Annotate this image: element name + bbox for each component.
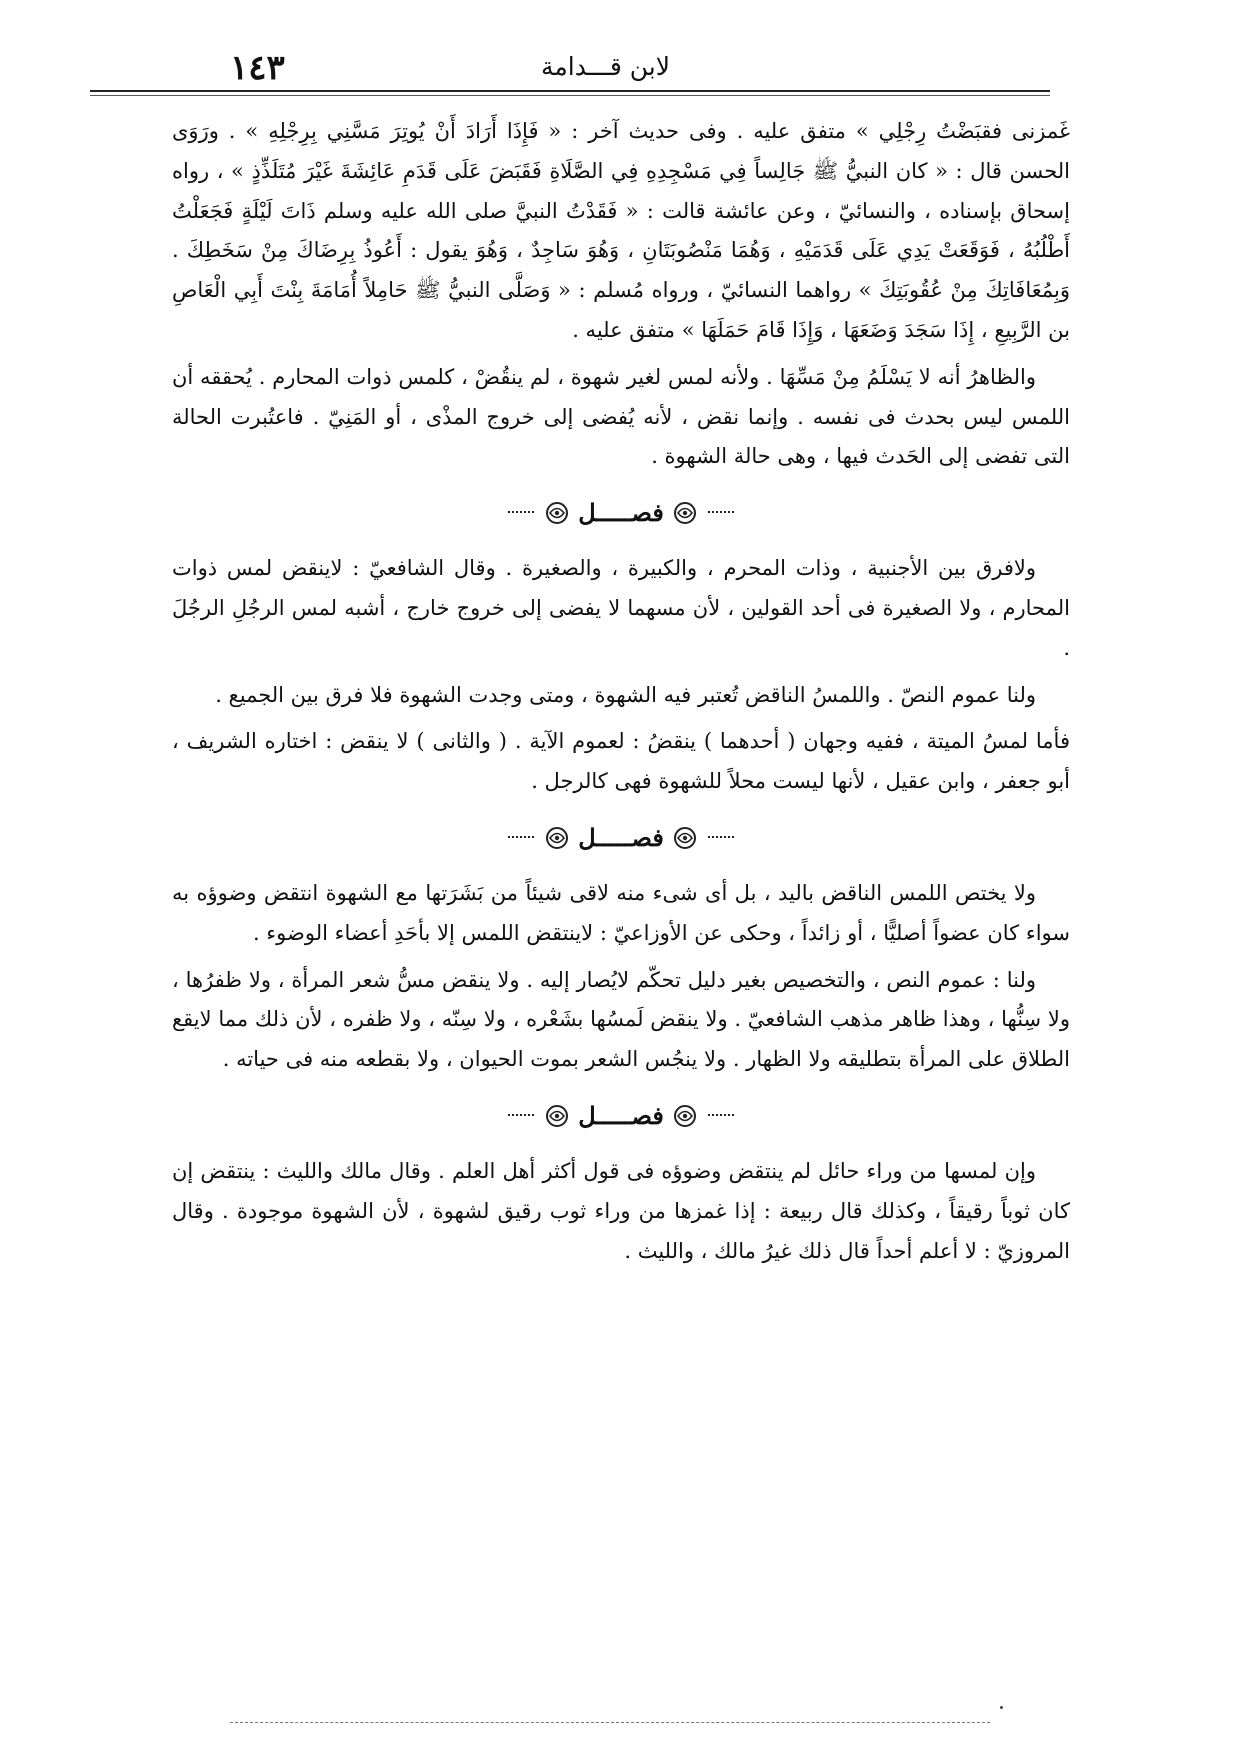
paragraph-5: فأما لمسُ الميتة ، ففيه وجهان ( أحدهما ) ينقضُ : لعموم الآية . ( والثانى ) لا ينقض : اختاره الشريف ، أبو جعفر ، وابن عقيل ، لأنها ليست محلاً للشهوة فهى كالرجل . [172,729,1070,794]
paragraph-1: غَمزنى فقبَضْتُ رِجْلِي » متفق عليه . وفى حديث آخر : « فَإِذَا أَرَادَ أَنْ يُوتِرَ مَسَّنِي بِرِجْلِهِ » . ورَوَى الحسن قال : « كان النبيُّ ﷺ جَالِساً فِي مَسْجِدِهِ فِي الصَّلَاةِ فَقَبَضَ عَلَى قَدَمِ عَائِشَةَ غَيْرَ مُتَلَذِّذٍ » ، رواه إسحاق بإسناده ، والنسائيّ ، وعن عائشة قالت : « فَقَدْتُ النبيَّ صلى الله عليه وسلم ذَاتَ لَيْلَةٍ فَجَعَلْتُ أَطْلُبُهُ ، فَوَقَعَتْ يَدِي عَلَى قَدَمَيْهِ ، وَهُمَا مَنْصُوبَتَانِ ، وَهُوَ سَاجِدٌ ، وَهُوَ يقول : أَعُوذُ بِرِضَاكَ مِنْ سَخَطِكَ . وَبِمُعَافَاتِكَ مِنْ عُقُوبَتِكَ » رواهما النسائيّ ، ورواه مُسلم : « وَصَلَّى النبيُّ ﷺ حَامِلاً أُمَامَةَ بِنْتَ أَبِي الْعَاصِ بن الرَّبِيعِ ، إِذَا سَجَدَ وَضَعَهَا ، وَإِذَا قَامَ حَمَلَهَا » متفق عليه . [172,119,1070,342]
ornament-icon [672,1103,698,1129]
paragraph-2: والظاهرُ أنه لا يَسْلَمُ مِنْ مَسِّهَا . ولأنه لمس لغير شهوة ، لم ينقُضْ ، كلمس ذوات المحارم . يُحققه أن اللمس ليس بحدث فى نفسه . وإنما نقض ، لأنه يُفضى إلى خروج المذْى ، أو المَنِيّ . فاعتُبرت الحالة التى تفضى إلى الحَدث فيها ، وهى حالة الشهوة . [172,364,1070,469]
section-divider-1 [172,485,1070,541]
ornament-icon [672,825,698,851]
section-label: فصـــــل [578,1101,664,1131]
page-header [170,44,1070,92]
paragraph-3: ولافرق بين الأجنبية ، وذات المحرم ، والكبيرة ، والصغيرة . وقال الشافعيّ : لاينقض لمس ذوات المحارم ، ولا الصغيرة فى أحد القولين ، لأن مسهما لا يفضى إلى خروج خارج ، أشبه لمس الرجُلِ الرجُلَ . [172,556,1070,660]
paragraph-8: وإن لمسها من وراء حائل لم ينتقض وضوؤه فى قول أكثر أهل العلم . وقال مالك والليث : ينتقض إن كان ثوباً رقيقاً ، وكذلك قال ربيعة : إذا غمزها من وراء ثوب رقيق لشهوة ، لأن الشهوة موجودة . وقال المروزيّ : لا أعلم أحداً قال ذلك غيرُ مالك ، والليث . [172,1158,1070,1263]
ornament-icon [672,500,698,526]
footer-rule [230,1722,990,1723]
paragraph-6: ولا يختص اللمس الناقض باليد ، بل أى شىء منه لاقى شيئاً من بَشَرَتها مع الشهوة انتقض وضوؤه به سواء كان عضواً أصليًّا ، أو زائداً ، وحكى عن الأوزاعيّ : لاينتقض اللمس إلا بأحَدِ أعضاء الوضوء . [172,880,1070,945]
header-rule [90,90,1050,92]
section-label: فصـــــل [578,823,664,853]
dotted-leader [508,511,534,515]
ornament-icon [544,825,570,851]
ornament-icon [544,500,570,526]
header-rule-thin [90,95,1050,96]
section-divider-3 [172,1088,1070,1144]
dotted-leader [708,1114,734,1118]
footer-mark [1000,1706,1003,1709]
page-number: ١٤٣ [230,48,285,88]
paragraph-4: ولنا عموم النصّ . واللمسُ الناقض تُعتبر فيه الشهوة ، ومتى وجدت الشهوة فلا فرق بين الجميع . [215,682,1036,707]
dotted-leader [708,511,734,515]
paragraph-7: ولنا : عموم النص ، والتخصيص بغير دليل تحكّم لايُصار إليه . ولا ينقض مسُّ شعر المرأة ، ولا ظفرُها ، ولا سِنُّها ، وهذا ظاهر مذهب الشافعيّ . ولا ينقض لَمسُها بشَعْره ، ولا سِنّه ، ولا ظفره ، لأن ذلك مما لايقع الطلاق على المرأة بتطليقه ولا الظهار . ولا ينجُس الشعر بموت الحيوان ، ولا بقطعه منه فى حياته . [172,967,1070,1072]
page-body [172,112,1070,1278]
dotted-leader [508,836,534,840]
dotted-leader [708,836,734,840]
ornament-icon [544,1103,570,1129]
dotted-leader [508,1114,534,1118]
section-label: فصـــــل [578,498,664,528]
running-title: لابن قـــدامة [541,52,670,81]
section-divider-2 [172,810,1070,866]
